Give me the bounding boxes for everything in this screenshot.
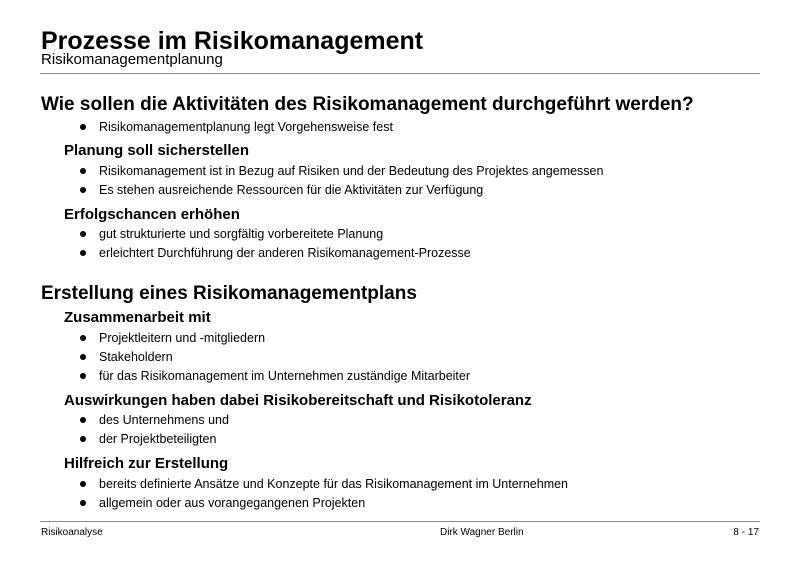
list-item-text: bereits definierte Ansätze und Konzepte für das Risikomanagement im Unternehmen: [99, 477, 569, 491]
list-item-text: für das Risikomanagement im Unternehmen zuständige Mitarbeiter: [99, 369, 471, 383]
bullet-icon: [80, 250, 86, 256]
list-item-text: Risikomanagement ist in Bezug auf Risiken und der Bedeutung des Projektes angemessen: [99, 164, 604, 178]
bullet-icon: [80, 500, 86, 506]
bullet-icon: [80, 436, 86, 442]
list-item-text: Projektleitern und -mitgliedern: [99, 331, 266, 345]
list-item-text: Stakeholdern: [99, 350, 173, 364]
subsection-heading: Auswirkungen haben dabei Risikobereitschaft und Risikotoleranz: [64, 392, 532, 409]
header-divider: [40, 73, 760, 74]
list-item-text: Risikomanagementplanung legt Vorgehensweise fest: [99, 120, 393, 134]
bullet-icon: [80, 231, 86, 237]
bullet-icon: [80, 335, 86, 341]
page-title: Prozesse im Risikomanagement: [41, 27, 424, 55]
bullet-icon: [80, 417, 86, 423]
bullet-icon: [80, 481, 86, 487]
bullet-icon: [80, 187, 86, 193]
subsection-heading: Erfolgschancen erhöhen: [64, 206, 240, 223]
subsection-heading: Zusammenarbeit mit: [64, 309, 211, 326]
subsection-heading: Hilfreich zur Erstellung: [64, 455, 229, 472]
list-item-text: Es stehen ausreichende Ressourcen für die Aktivitäten zur Verfügung: [99, 183, 484, 197]
footer-author: Dirk Wagner Berlin: [440, 527, 524, 538]
list-item-text: der Projektbeteiligten: [99, 432, 217, 446]
section-heading: Wie sollen die Aktivitäten des Risikomanagement durchgeführt werden?: [41, 94, 694, 115]
list-item-text: erleichtert Durchführung der anderen Risikomanagement-Prozesse: [99, 246, 471, 260]
page-number: 8 - 17: [733, 527, 759, 538]
subsection-heading: Planung soll sicherstellen: [64, 142, 250, 159]
list-item-text: des Unternehmens und: [99, 413, 229, 427]
bullet-icon: [80, 373, 86, 379]
footer-left-text: Risikoanalyse: [41, 527, 103, 538]
section-heading: Erstellung eines Risikomanagementplans: [41, 283, 417, 304]
list-item-text: allgemein oder aus vorangegangenen Projekten: [99, 496, 366, 510]
footer-divider: [40, 521, 760, 522]
list-item-text: gut strukturierte und sorgfältig vorbereitete Planung: [99, 227, 384, 241]
bullet-icon: [80, 124, 86, 130]
page-subtitle: Risikomanagementplanung: [41, 51, 223, 68]
bullet-icon: [80, 354, 86, 360]
bullet-icon: [80, 168, 86, 174]
